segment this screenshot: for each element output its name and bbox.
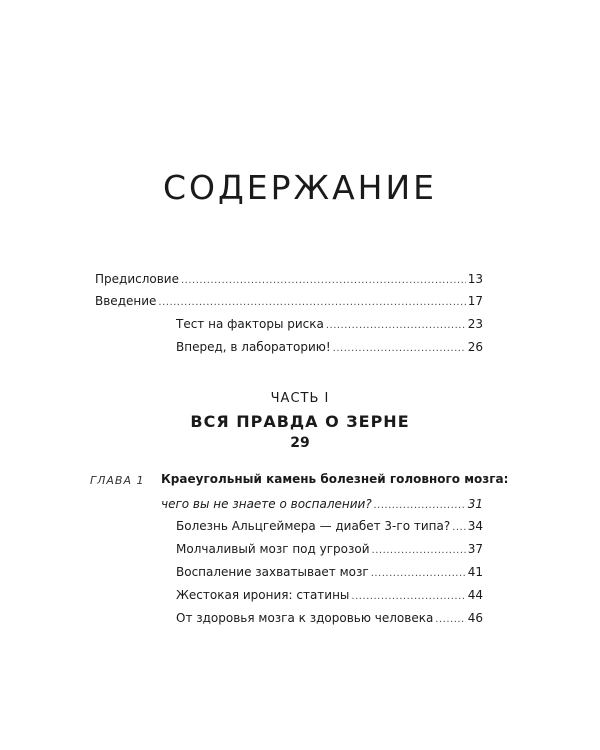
dot-leader	[158, 293, 465, 311]
toc-entry-page: 17	[467, 294, 483, 308]
part-page: 29	[290, 435, 310, 451]
toc-entry-page: 46	[467, 611, 483, 625]
toc-entry-label: чего вы не знаете о воспалении?	[161, 497, 372, 511]
chapter-title[interactable]: Краеугольный камень болезней головного мозга:	[161, 472, 509, 486]
toc-entry-preface[interactable]	[95, 271, 483, 289]
part-label: ЧАСТЬ I	[270, 391, 330, 406]
toc-entry-statins[interactable]	[176, 587, 483, 605]
toc-entry-label: Жестокая ирония: статины	[176, 588, 350, 602]
page-title: СОДЕРЖАНИЕ	[162, 168, 438, 207]
chapter-label: ГЛАВА 1	[90, 474, 145, 487]
toc-entry-inflammation[interactable]	[176, 564, 483, 582]
toc-entry-page: 41	[467, 565, 483, 579]
toc-entry-page: 34	[467, 519, 483, 533]
toc-entry-lab[interactable]	[176, 339, 483, 357]
dot-leader	[452, 518, 466, 536]
toc-entry-page: 26	[467, 340, 483, 354]
toc-entry-risk-test[interactable]	[176, 316, 483, 334]
toc-entry-label: Молчаливый мозг под угрозой	[176, 542, 370, 556]
dot-leader	[374, 496, 466, 514]
toc-entry-page: 37	[467, 542, 483, 556]
part-title[interactable]: ВСЯ ПРАВДА О ЗЕРНЕ	[190, 412, 410, 431]
toc-entry-label: Воспаление захватывает мозг	[176, 565, 369, 579]
dot-leader	[326, 316, 466, 334]
dot-leader	[372, 541, 466, 559]
toc-entry-label: Введение	[95, 294, 157, 308]
toc-entry-label: От здоровья мозга к здоровью человека	[176, 611, 434, 625]
toc-entry-introduction[interactable]	[95, 293, 483, 311]
dot-leader	[351, 587, 465, 605]
toc-entry-label: Вперед, в лабораторию!	[176, 340, 331, 354]
toc-entry-chapter-subtitle[interactable]	[161, 496, 483, 514]
toc-entry-page: 23	[467, 317, 483, 331]
toc-entry-page: 44	[467, 588, 483, 602]
dot-leader	[333, 339, 466, 357]
toc-entry-label: Болезнь Альцгеймера — диабет 3-го типа?	[176, 519, 451, 533]
toc-entry-silent-brain[interactable]	[176, 541, 483, 559]
toc-entry-label: Предисловие	[95, 272, 179, 286]
dot-leader	[181, 271, 466, 289]
dot-leader	[371, 564, 466, 582]
toc-entry-label: Тест на факторы риска	[176, 317, 324, 331]
toc-entry-page: 13	[467, 272, 483, 286]
toc-entry-page: 31	[467, 497, 483, 511]
toc-entry-alzheimers[interactable]	[176, 518, 483, 536]
dot-leader	[435, 610, 465, 628]
toc-entry-brain-to-body[interactable]	[176, 610, 483, 628]
